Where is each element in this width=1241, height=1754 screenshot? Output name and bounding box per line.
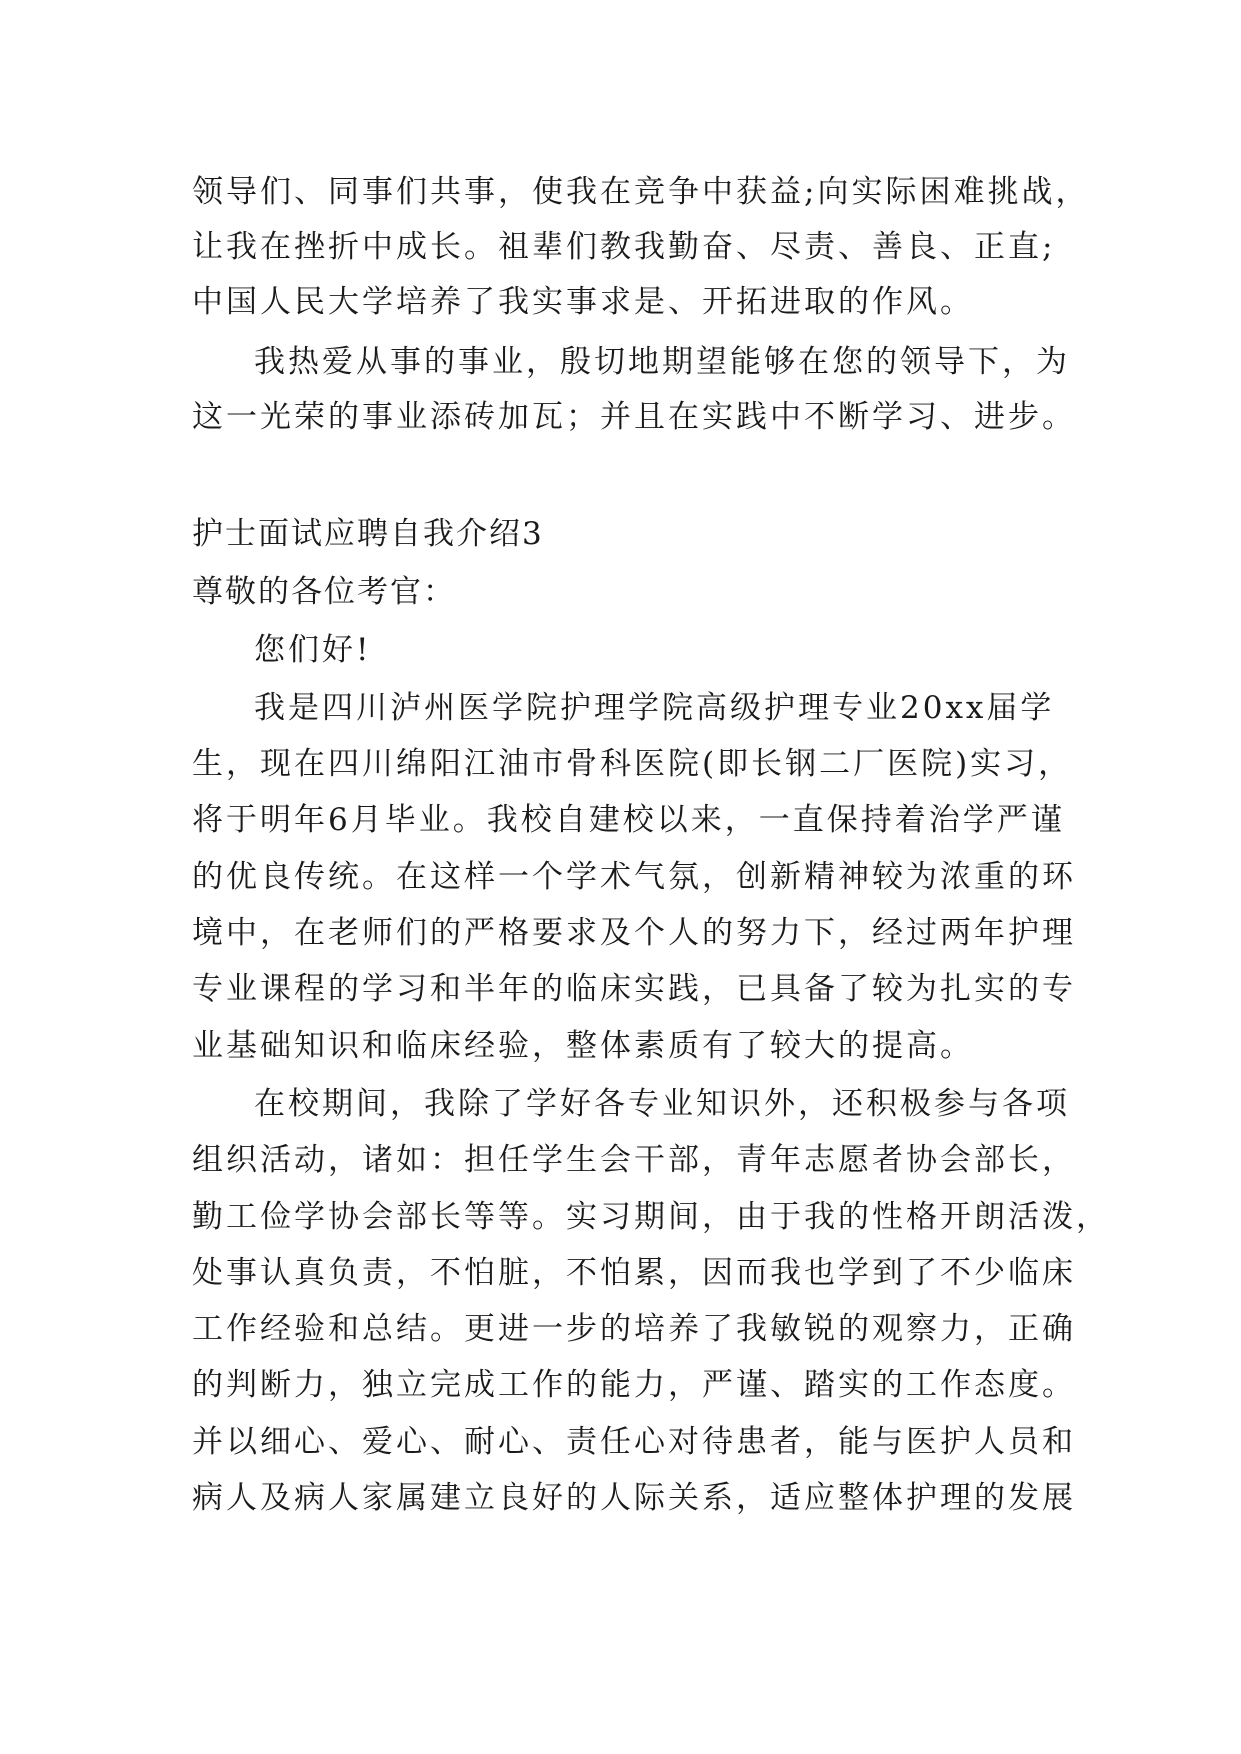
paragraph-3-line-1: 我是四川泸州医学院护理学院高级护理专业20xx届学 [254,690,1055,726]
paragraph-4-line-7: 并以细心、爱心、耐心、责任心对待患者，能与医护人员和 [192,1424,1076,1460]
paragraph-1-line-1: 领导们、同事们共事，使我在竞争中获益;向实际困难挑战， [192,174,1090,210]
paragraph-4-line-2: 组织活动，诸如：担任学生会干部，青年志愿者协会部长， [192,1142,1076,1178]
greeting: 您们好! [254,632,372,668]
section-title: 护士面试应聘自我介绍3 [192,516,544,552]
paragraph-3-line-4: 的优良传统。在这样一个学术气氛，创新精神较为浓重的环 [192,859,1076,895]
paragraph-1-line-2: 让我在挫折中成长。祖辈们教我勤奋、尽责、善良、正直; [192,229,1056,265]
paragraph-4-line-4: 处事认真负责，不怕脏，不怕累，因而我也学到了不少临床 [192,1255,1076,1291]
paragraph-2-line-1: 我热爱从事的事业，殷切地期望能够在您的领导下，为 [254,344,1070,380]
paragraph-1-line-3: 中国人民大学培养了我实事求是、开拓进取的作风。 [192,284,974,320]
paragraph-3-line-6: 专业课程的学习和半年的临床实践，已具备了较为扎实的专 [192,971,1076,1007]
paragraph-4-line-6: 的判断力，独立完成工作的能力，严谨、踏实的工作态度。 [192,1367,1076,1403]
paragraph-3-line-2: 生，现在四川绵阳江油市骨科医院(即长钢二厂医院)实习， [192,746,1073,782]
paragraph-3-line-7: 业基础知识和临床经验，整体素质有了较大的提高。 [192,1028,974,1064]
salutation: 尊敬的各位考官： [192,574,456,610]
paragraph-3-line-3: 将于明年6月毕业。我校自建校以来，一直保持着治学严谨 [192,802,1065,838]
paragraph-4-line-1: 在校期间，我除了学好各专业知识外，还积极参与各项 [254,1086,1070,1122]
paragraph-3-line-5: 境中，在老师们的严格要求及个人的努力下，经过两年护理 [192,915,1076,951]
paragraph-4-line-5: 工作经验和总结。更进一步的培养了我敏锐的观察力，正确 [192,1311,1076,1347]
paragraph-2-line-2: 这一光荣的事业添砖加瓦；并且在实践中不断学习、进步。 [192,399,1076,435]
paragraph-4-line-3: 勤工俭学协会部长等等。实习期间，由于我的性格开朗活泼， [192,1199,1110,1235]
paragraph-4-line-8: 病人及病人家属建立良好的人际关系，适应整体护理的发展 [192,1480,1076,1516]
